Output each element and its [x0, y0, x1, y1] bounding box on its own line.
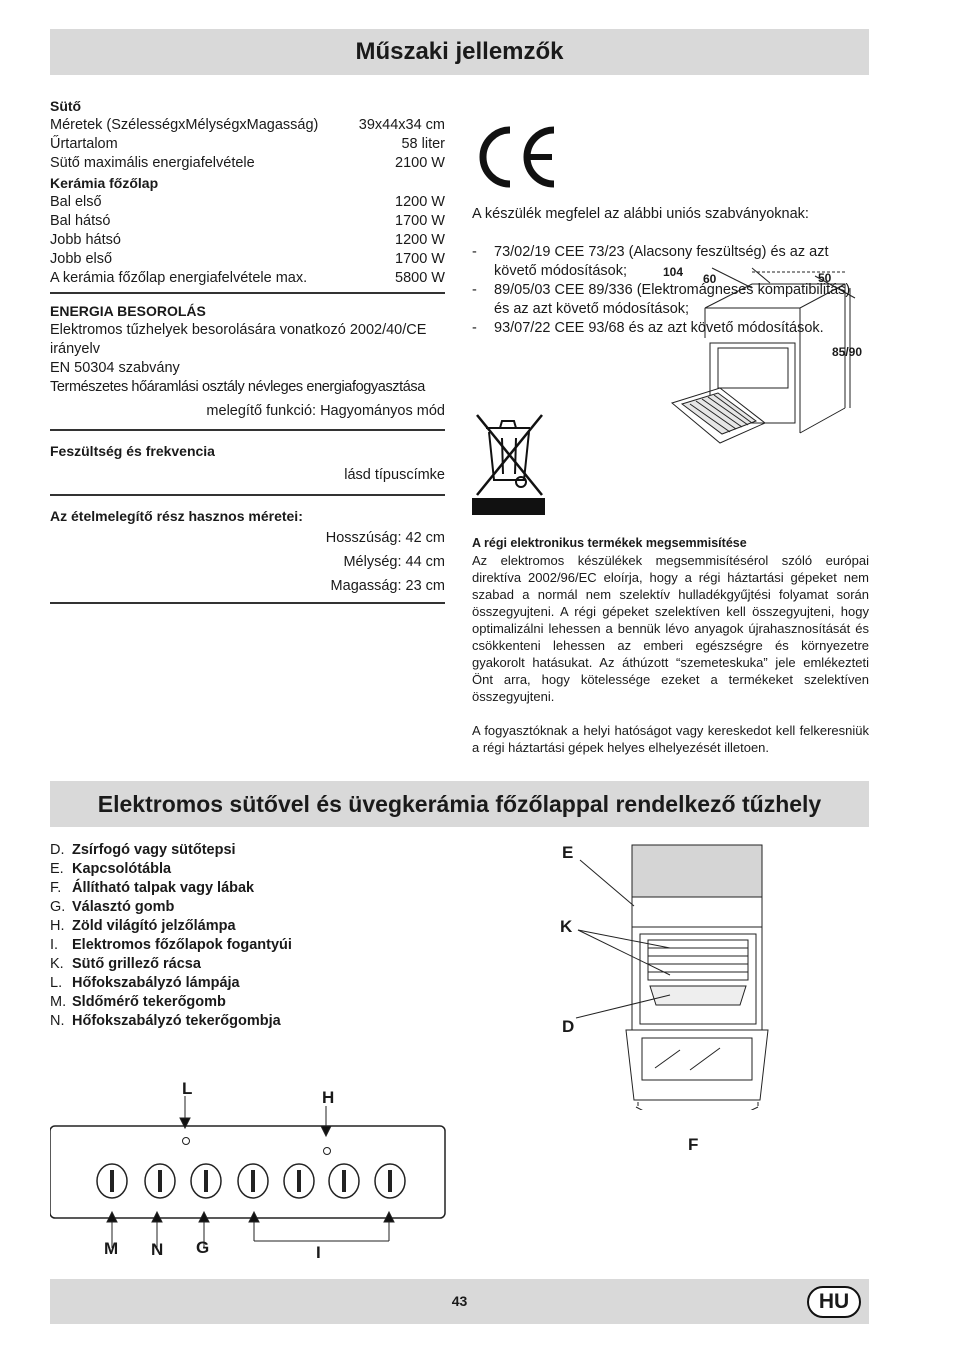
crossed-bin-icon	[472, 410, 547, 518]
page-title: Műszaki jellemzők	[355, 38, 564, 65]
section-bar	[50, 781, 869, 827]
spec-row: A kerámia főzőlap energiafelvétele max. 5800 W	[50, 270, 445, 286]
diagram-label: E	[562, 843, 574, 862]
list-item: G. Választó gomb	[50, 899, 175, 915]
oven-specs	[50, 96, 445, 288]
divider	[50, 602, 445, 604]
energy-block: ENERGIA BESOROLÁS Elektromos tűzhelyek besorolására vonatkozó 2002/40/CE irányelv EN 50304 szabvány Természetes hőáramlási osztály névleges energiafogyasztása melegítő funkció: Hagyományos mód	[50, 303, 445, 419]
spec-row: Űrtartalom 58 liter	[50, 136, 445, 152]
warmer-heading: Az ételmelegítő rész hasznos méretei:	[50, 508, 303, 524]
section-title: Elektromos sütővel és üvegkerámia főzőlappal rendelkező tűzhely	[97, 791, 822, 817]
list-item: E. Kapcsolótábla	[50, 861, 172, 877]
diagram-label: D	[562, 1017, 575, 1036]
divider	[50, 429, 445, 431]
list-item: D. Zsírfogó vagy sütőtepsi	[50, 842, 236, 858]
dimension-label: 50	[818, 271, 832, 285]
spec-row: Méretek (SzélességxMélységxMagasság) 39x44x34 cm	[50, 117, 445, 133]
hob-heading: Kerámia főzőlap	[50, 175, 159, 191]
warmer-block: Az ételmelegítő rész hasznos méretei: Hosszúság: 42 cm Mélység: 44 cm Magasság: 23 cm	[50, 508, 445, 594]
divider	[50, 292, 445, 294]
list-item: L. Hőfokszabályzó lámpája	[50, 975, 240, 991]
dimension-label: 104	[663, 265, 684, 279]
divider	[50, 494, 445, 496]
list-item: - 89/05/03 CEE 89/336 (Elektromágneses kompatibilitás) és az azt követő módosítások;	[472, 282, 851, 317]
list-item: - 73/02/19 CEE 73/23 (Alacsony feszültség) és az azt követő módosítások;	[472, 244, 829, 279]
cooker-diagram	[560, 840, 780, 1110]
header-bar	[50, 29, 869, 75]
list-item: F. Állítható talpak vagy lábak	[50, 880, 255, 896]
footer-bar	[50, 1279, 869, 1324]
page-number: 43	[451, 1293, 468, 1309]
spec-row: Bal első 1200 W	[50, 194, 445, 210]
voltage-block: Feszültség és frekvencia lásd típuscímke	[50, 443, 445, 483]
language-badge: HU	[807, 1286, 861, 1318]
diagram-label: H	[322, 1088, 335, 1107]
list-item: M. Sldőmérő tekerőgomb	[50, 994, 226, 1010]
list-item: N. Hőfokszabályzó tekerőgombja	[50, 1013, 281, 1029]
spec-row: Bal hátsó 1700 W	[50, 213, 445, 229]
diagram-label: I	[316, 1243, 321, 1262]
voltage-heading: Feszültség és frekvencia	[50, 443, 215, 459]
ce-compliance: A készülék megfelel az alábbi uniós szabványoknak: - 73/02/19 CEE 73/23 (Alacsony feszültség) és az azt követő módosítások; - 89/05/03 CEE 89/336 (Elektromágneses kompatibilitás) és az azt követő módosítások; - 93/07/22 CEE 93/68 és az azt követő módosítások.	[472, 205, 869, 338]
dimension-label: 85/90	[832, 345, 863, 359]
energy-heading: ENERGIA BESOROLÁS	[50, 303, 206, 319]
list-item: I. Elektromos főzőlapok fogantyúi	[50, 937, 292, 953]
list-item: K. Sütő grillező rácsa	[50, 956, 201, 972]
dimension-label: 60	[703, 272, 717, 286]
diagram-label: N	[151, 1240, 164, 1259]
diagram-label: G	[196, 1238, 210, 1257]
spec-row: Sütő maximális energiafelvétele 2100 W	[50, 155, 445, 171]
list-item: H. Zöld világító jelzőlámpa	[50, 918, 236, 934]
spec-row: Jobb hátsó 1200 W	[50, 232, 445, 248]
oven-heading: Sütő	[50, 98, 82, 114]
diagram-label: K	[560, 917, 573, 936]
diagram-label: M	[104, 1239, 119, 1258]
disposal-notice: A régi elektronikus termékek megsemmisítése Az elektromos készülékek megsemmisítésérol szóló európai direktíva 2002/96/EC eloírja, hogy a régi háztartási gépeket nem szabad a normál nem szelektív hulladékgyűjtési folyamat során összegyujteni. A régi gépeket szelektíven kell összegyujteni, hogy optimalizálni lehessen a bennük lévo anyagok újrahasznosítását és csökkenteni lehessen az emberi egészségre és környezetre gyakorolt hatásukat. Az áthúzott “szemeteskuka” jele emlékezteti Önt arra, hogy kötelessége ezeket a termékeket szelektíven összegyujteni. A fogyasztóknak a helyi hatóságot vagy kereskedot kell felkeresniük a régi háztartási gépek helyes elhelyezését illetoen.	[472, 536, 869, 755]
diagram-label: F	[688, 1135, 699, 1154]
diagram-label: L	[182, 1079, 193, 1098]
spec-row: Jobb első 1700 W	[50, 251, 445, 267]
ce-mark-icon	[472, 124, 560, 190]
list-item: - 93/07/22 CEE 93/68 és az azt követő módosítások.	[472, 320, 824, 336]
parts-list	[50, 841, 292, 1031]
